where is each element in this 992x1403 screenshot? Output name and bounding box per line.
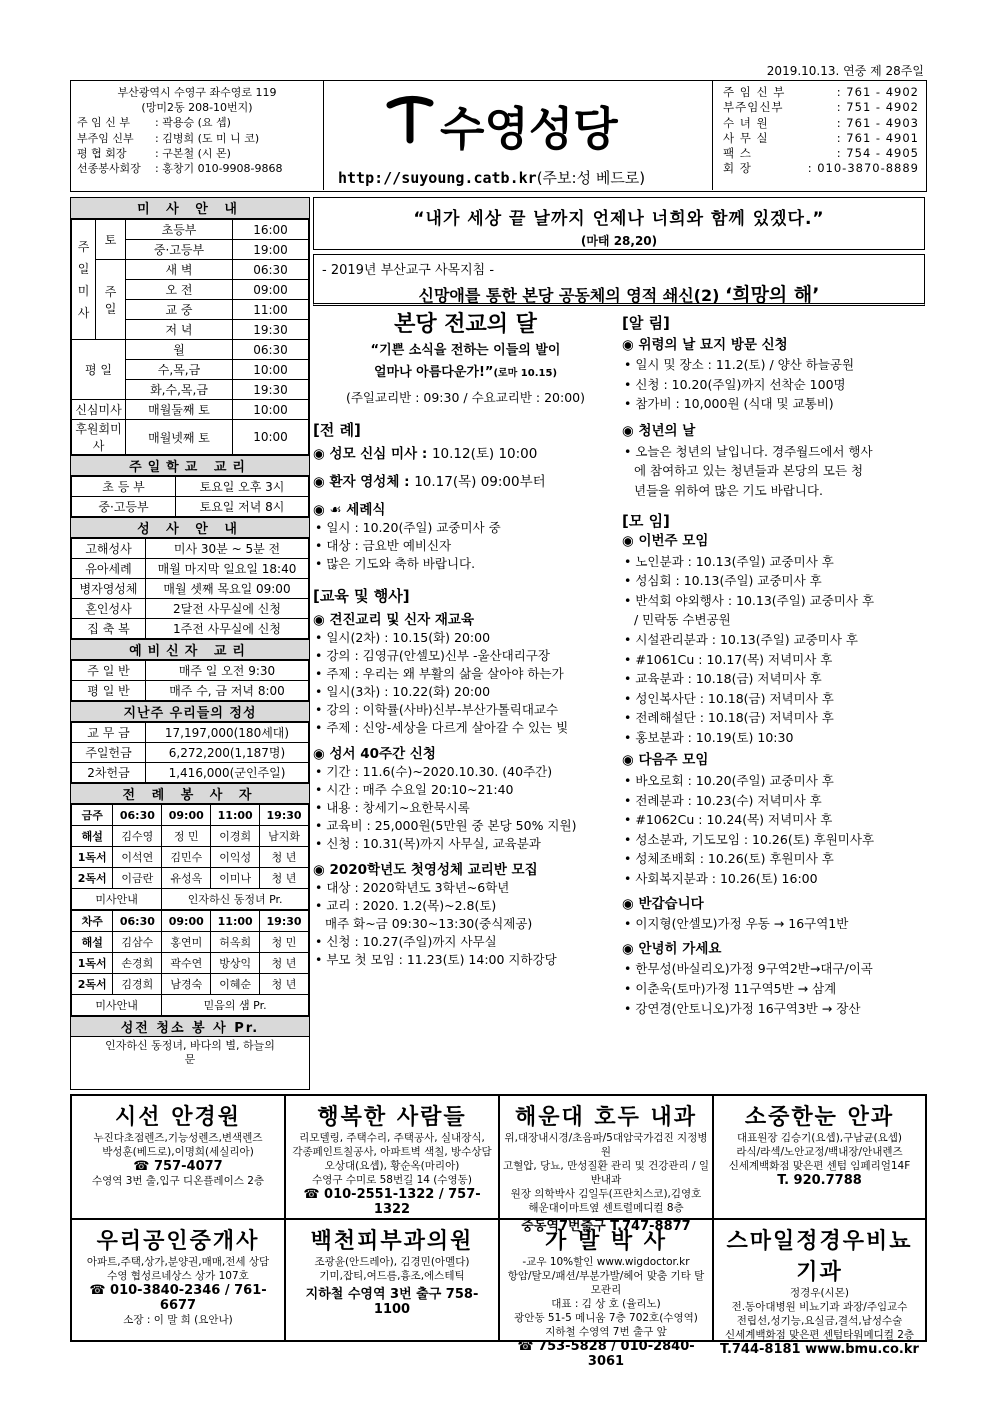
section-head: [모 임] xyxy=(622,512,670,531)
table-label: 혼인성사 xyxy=(72,599,146,619)
server-role: 해설 xyxy=(72,932,113,953)
server-head: 09:00 xyxy=(162,911,211,932)
ad-line: 위,대장내시경/초음파/5대암국가검진 지정병원 xyxy=(504,1132,708,1158)
contact-row xyxy=(723,85,919,100)
meeting-line: • 교육분과 : 10.18(금) 저녁미사 후 xyxy=(624,671,822,687)
server-name: 이경희 xyxy=(211,826,260,847)
mass-name: 신심미사 xyxy=(72,400,126,420)
confirm-line: • 일시(2차) : 10.15(화) 20:00 xyxy=(315,630,491,645)
meeting-line: • 전례해설단 : 10.18(금) 저녁미사 후 xyxy=(624,710,834,726)
server-name: 정 민 xyxy=(162,826,211,847)
table-label: 초 등 부 xyxy=(72,477,176,497)
communion-line: • 대상 : 2020학년도 3학년~6학년 xyxy=(315,880,510,895)
bible-line: • 내용 : 창세기~요한묵시록 xyxy=(315,800,470,815)
meeting-line: • #1061Cu : 10.17(목) 저녁미사 후 xyxy=(624,651,833,667)
ad-line: 리모델링, 주택수리, 주택공사, 실내장식, xyxy=(299,1132,485,1144)
table-label: 유아세례 xyxy=(72,559,146,579)
mass-name: 교 중 xyxy=(126,300,233,320)
ad-title: 행복한 사람들 xyxy=(317,1105,467,1130)
table-value: 토요일 저녁 8시 xyxy=(176,497,309,517)
table-value: 토요일 오후 3시 xyxy=(176,477,309,497)
staff-name: : 김병희 (도 미 니 코) xyxy=(155,131,260,145)
ad-line: 전립선,성기능,요실금,결석,남성수술 xyxy=(736,1315,903,1327)
mass-time: 06:30 xyxy=(233,260,309,280)
server-head: 차주 xyxy=(72,911,113,932)
bible-line: • 신청 : 10.31(목)까지 사무실, 교육분과 xyxy=(315,836,541,851)
ad-line: 지하철 수영역 3번 출구 758-1100 xyxy=(305,1287,479,1317)
ad-box xyxy=(499,1219,713,1369)
baptism-line: • 많은 기도와 축하 바랍니다. xyxy=(315,556,476,571)
communion-list xyxy=(313,879,618,969)
server-name: 김수영 xyxy=(113,826,162,847)
sunday-school-title: 주일학교 교리 xyxy=(71,455,309,476)
ad-line: 지하철 수영역 7번 출구 앞 xyxy=(545,1326,667,1338)
communion-line: 매주 화~금 09:30~13:30(중식제공) xyxy=(325,916,533,931)
table-label: 고해성사 xyxy=(72,539,146,559)
youth-line: • 오늘은 청년의 날입니다. 경주월드에서 행사 xyxy=(624,443,873,459)
server-name: 홍연미 xyxy=(162,932,211,953)
sun-label: 주일 xyxy=(96,260,126,340)
catechumen-title: 예비신자 교리 xyxy=(71,639,309,660)
contact-row xyxy=(723,116,919,131)
event-item: ◉ 견진교리 및 신자 재교육 xyxy=(313,612,474,628)
mission-verse: “기쁜 소식을 전하는 이들의 발이 xyxy=(370,343,561,358)
table-value: 6,272,200(1,187명) xyxy=(146,743,309,763)
contact-label: 부주임신부 xyxy=(723,100,784,115)
notice-item: ◉ 위령의 날 묘지 방문 신청 xyxy=(622,336,788,353)
parish-info xyxy=(71,81,323,190)
confirm-line: • 주제 : 신앙-세상을 다르게 살아갈 수 있는 빛 xyxy=(315,720,569,735)
ad-box xyxy=(499,1095,713,1234)
staff-role: 부주임 신부 xyxy=(77,131,134,145)
mission-verse: 얼마나 아름다운가!”(로마 10.15) xyxy=(373,365,558,380)
ad-line: 원장 의학박사 김일두(프란치스코),김영호 xyxy=(510,1188,702,1200)
ad-line: ☎ 753-5828 / 010-2840-3061 xyxy=(517,1339,695,1369)
ad-line: 중동역7번출구 T.747-8877 xyxy=(521,1219,691,1234)
contact-row xyxy=(723,161,919,176)
patron-text: (주보:성 베드로) xyxy=(536,169,646,187)
mass-name: 월 xyxy=(126,340,233,360)
cleaning-title: 성전 청소 봉 사 Pr. xyxy=(71,1016,309,1037)
mass-time: 10:00 xyxy=(233,420,309,455)
server-head: 금주 xyxy=(72,805,113,826)
server-name: 김경희 xyxy=(113,974,162,995)
ad-line: 대표원장 김승기(요셉),구남균(요셉) xyxy=(736,1132,903,1144)
mass-time: 10:00 xyxy=(233,360,309,380)
mass-name: 초등부 xyxy=(126,220,233,240)
contact-list xyxy=(715,81,927,190)
contact-label: 수 녀 원 xyxy=(723,115,769,130)
news-column-left xyxy=(313,312,618,969)
meeting-item: ◉ 다음주 모임 xyxy=(622,752,709,769)
mass-name: 새 벽 xyxy=(126,260,233,280)
staff-row xyxy=(77,161,317,176)
server-name: 이혜순 xyxy=(211,974,260,995)
meeting-item: ◉ 반갑습니다 xyxy=(622,895,704,912)
table-label: 주 일 반 xyxy=(72,661,146,681)
server-name: 유성옥 xyxy=(162,868,211,889)
ad-box xyxy=(713,1219,926,1357)
news-column-right xyxy=(622,314,927,1018)
mass-time: 19:30 xyxy=(233,320,309,340)
server-name: 인자하신 동정녀 Pr. xyxy=(162,889,309,910)
meeting-line: • 한무성(바실리오)가정 9구역2반→대구/이곡 xyxy=(624,961,873,977)
mass-time: 06:30 xyxy=(233,340,309,360)
mass-time: 19:30 xyxy=(233,380,309,400)
ad-title: 가 발 박 사 xyxy=(545,1229,667,1254)
servers-next-week xyxy=(71,910,309,1016)
mass-time: 09:00 xyxy=(233,280,309,300)
liturgy-item: ◉ 성모 신심 미사 : 10.12(토) 10:00 xyxy=(313,446,538,462)
ad-line: 소장 : 이 말 희 (요안나) xyxy=(123,1314,233,1326)
server-name: 김삼수 xyxy=(113,932,162,953)
ad-line: 각종페인트칠공사, 아파트벽 색칠, 방수상담 xyxy=(292,1146,492,1158)
server-name: 청 년 xyxy=(260,953,309,974)
server-head: 11:00 xyxy=(211,805,260,826)
meeting-line: • 성체조배회 : 10.26(토) 후원미사 후 xyxy=(624,851,834,867)
contact-label: 팩 스 xyxy=(723,146,752,161)
ad-title: 스마일정경우비뇨기과 xyxy=(726,1229,913,1285)
table-value: 1주전 사무실에 신청 xyxy=(146,619,309,639)
bulletin-date: 2019.10.13. 연중 제 28주일 xyxy=(766,64,924,78)
meeting-line: • 시설관리분과 : 10.13(주일) 교중미사 후 xyxy=(624,631,858,647)
sacraments-table xyxy=(71,538,309,639)
ad-title: 소중한눈 안과 xyxy=(744,1105,895,1130)
bible-line: • 시간 : 매주 수요일 20:10~21:40 xyxy=(315,782,514,797)
server-name: 허옥희 xyxy=(211,932,260,953)
liturgy-item: ◉ 환자 영성체 : 10.17(목) 09:00부터 xyxy=(313,474,546,490)
server-head: 06:30 xyxy=(113,911,162,932)
confirm-line: • 강의 : 김영규(안셀모)신부 -울산대리구장 xyxy=(315,648,550,663)
pastoral-motto xyxy=(313,254,925,306)
motto-highlight: ‘희망의 해’ xyxy=(725,284,820,306)
mission-note: (주일교리반 : 09:30 / 수요교리반 : 20:00) xyxy=(345,390,586,405)
url-text[interactable]: http://suyoung.catb.kr xyxy=(338,169,537,187)
cemetery-line: • 일시 및 장소 : 11.2(토) / 양산 하늘공원 xyxy=(624,357,855,373)
address-line: 부산광역시 수영구 좌수영로 119 xyxy=(117,86,277,99)
offering-table xyxy=(71,722,309,783)
ad-line: 신세계백화점 맞은편 센텀 임페리얼14F xyxy=(728,1160,911,1172)
staff-role: 평 협 회장 xyxy=(77,146,127,160)
confirm-line: • 강의 : 이학률(사바)신부-부산가톨릭대교수 xyxy=(315,702,559,717)
table-label: 평 일 반 xyxy=(72,681,146,701)
offering-title: 지난주 우리들의 정성 xyxy=(71,701,309,722)
meeting-line: • 이지형(안셀모)가정 우동 → 16구역1반 xyxy=(624,916,849,932)
ad-line: 고혈압, 당뇨, 만성질환 관리 및 건강관리 / 일반내과 xyxy=(503,1160,710,1186)
mass-when: 매월둘째 토 xyxy=(126,400,233,420)
staff-name: : 곽용승 (요 셉) xyxy=(155,116,231,130)
contact-value: : 761 - 4903 xyxy=(836,115,919,130)
contact-label: 주 임 신 부 xyxy=(723,85,786,99)
parish-url[interactable] xyxy=(338,167,645,188)
cemetery-line: • 신청 : 10.20(주일)까지 선착순 100명 xyxy=(624,376,846,392)
baptism-line: • 대상 : 금요반 예비신자 xyxy=(315,538,452,553)
meeting-line: • 성심회 : 10.13(주일) 교중미사 후 xyxy=(624,573,822,589)
ad-title: 백천피부과의원 xyxy=(310,1229,474,1254)
contact-row xyxy=(723,131,919,146)
staff-row xyxy=(77,131,317,146)
table-label: 중·고등부 xyxy=(72,497,176,517)
bible-list xyxy=(313,763,618,853)
mass-time: 19:00 xyxy=(233,240,309,260)
ad-line: 누진다초점렌즈,기능성렌즈,변색렌즈 xyxy=(93,1132,263,1144)
meeting-line: • 전례분과 : 10.23(수) 저녁미사 후 xyxy=(624,792,822,808)
server-name: 남경숙 xyxy=(162,974,211,995)
meeting-line: • 성인복사단 : 10.18(금) 저녁미사 후 xyxy=(624,690,834,706)
ad-line: 박성훈(베드로),이명희(세실리아) xyxy=(102,1146,254,1158)
gospel-quote xyxy=(313,197,925,250)
mass-time: 11:00 xyxy=(233,300,309,320)
masthead xyxy=(70,80,927,192)
sat-label: 토 xyxy=(96,220,126,260)
server-name: 청 년 xyxy=(260,974,309,995)
sacraments-title: 성 사 안 내 xyxy=(71,517,309,538)
server-name: 손경희 xyxy=(113,953,162,974)
server-head: 19:30 xyxy=(260,911,309,932)
server-name: 곽수연 xyxy=(162,953,211,974)
server-name: 이익성 xyxy=(211,847,260,868)
staff-role: 주 임 신 부 xyxy=(77,116,130,130)
server-role: 2독서 xyxy=(72,974,113,995)
notice-item: ◉ 청년의 날 xyxy=(622,422,696,439)
ad-box xyxy=(285,1219,499,1341)
staff-row xyxy=(77,146,317,161)
ad-line: 오상대(요셉), 황순옥(마리아) xyxy=(324,1160,460,1172)
ad-line: -교우 10%할인 www.wigdoctor.kr xyxy=(522,1256,690,1268)
motto-main xyxy=(314,280,924,307)
mission-title: 본당 전교의 달 xyxy=(394,312,537,337)
table-label: 교 무 금 xyxy=(72,723,146,743)
ad-title: 시선 안경원 xyxy=(115,1105,241,1130)
server-name: 이미나 xyxy=(211,868,260,889)
confirm-list xyxy=(313,629,618,737)
staff-list xyxy=(77,115,317,176)
quote-ref: (마태 28,20) xyxy=(580,234,658,248)
table-label: 2차헌금 xyxy=(72,763,146,783)
ad-line: ☎ 010-2551-1322 / 757-1322 xyxy=(303,1187,481,1217)
table-value: 2달전 사무실에 신청 xyxy=(146,599,309,619)
mass-name: 저 녁 xyxy=(126,320,233,340)
contact-label: 사 무 실 xyxy=(723,130,769,145)
motto-text: 신망애를 통한 본당 공동체의 영적 쇄신(2) xyxy=(418,286,720,305)
meeting-line: • 노인분과 : 10.13(주일) 교중미사 후 xyxy=(624,553,834,569)
contact-value: : 761 - 4901 xyxy=(836,130,919,145)
ad-line: 조광윤(안드레아), 김경민(아멜다) xyxy=(314,1256,470,1268)
youth-line: 에 참여하고 있는 청년들과 본당의 모든 청 xyxy=(634,463,864,479)
ad-line: 해운대이마트옆 센트럴메디컬 8층 xyxy=(528,1202,684,1214)
farewell-list xyxy=(622,959,927,1018)
staff-name: : 구본철 (시 몬) xyxy=(155,146,231,160)
table-value: 매주 일 오전 9:30 xyxy=(146,661,309,681)
ad-line: 항암/탈모/패션/부분가발/헤어 맞춤 기타 탈모관리 xyxy=(507,1270,705,1296)
table-value: 매월 마지막 일요일 18:40 xyxy=(146,559,309,579)
ad-line: 광안동 51-5 메니움 7층 702호(수영역) xyxy=(514,1312,698,1324)
baptism-line: • 일시 : 10.20(주일) 교중미사 중 xyxy=(315,520,501,535)
mass-name: 후원회미사 xyxy=(72,420,126,455)
meeting-line: • #1062Cu : 10.24(목) 저녁미사 후 xyxy=(624,812,833,828)
meeting-line: • 사회복지분과 : 10.26(토) 16:00 xyxy=(624,871,818,887)
meeting-item: ◉ 안녕히 가세요 xyxy=(622,940,722,957)
bible-line: • 기간 : 11.6(수)~2020.10.30. (40주간) xyxy=(315,764,553,779)
communion-line: • 부모 첫 모임 : 11.23(토) 14:00 지하강당 xyxy=(315,952,557,967)
server-head: 19:30 xyxy=(260,805,309,826)
server-role: 미사안내 xyxy=(72,995,162,1016)
contact-value: : 751 - 4902 xyxy=(836,100,919,115)
meeting-line: / 민락동 수변공원 xyxy=(634,612,731,628)
welcome-list xyxy=(622,914,927,934)
server-role: 1독서 xyxy=(72,847,113,868)
server-name: 남지화 xyxy=(260,826,309,847)
table-value: 매주 수, 금 저녁 8:00 xyxy=(146,681,309,701)
staff-row xyxy=(77,115,317,130)
liturgy-item: ◉ ☙ 세례식 xyxy=(313,502,386,518)
confirm-line: • 일시(3차) : 10.22(화) 20:00 xyxy=(315,684,491,699)
ad-box xyxy=(71,1095,285,1219)
catechumen-table xyxy=(71,660,309,701)
meeting-line: • 성소분과, 기도모임 : 10.26(토) 후원미사후 xyxy=(624,831,875,847)
sunday-group: 주일미사 xyxy=(72,220,96,340)
server-head: 11:00 xyxy=(211,911,260,932)
advertisements xyxy=(70,1094,927,1369)
ad-line: 라식/라섹/노안교정/백내장/안내렌즈 xyxy=(736,1146,903,1158)
meeting-line: • 바오로회 : 10.20(주일) 교중미사 후 xyxy=(624,773,834,789)
table-value: 17,197,000(180세대) xyxy=(146,723,309,743)
table-label: 집 축 복 xyxy=(72,619,146,639)
server-name: 이석연 xyxy=(113,847,162,868)
server-name: 방상익 xyxy=(211,953,260,974)
server-role: 미사안내 xyxy=(72,889,162,910)
ad-line: 아파트,주택,상가,분양권,매매,전세 상담 xyxy=(86,1256,270,1268)
contact-value: : 754 - 4905 xyxy=(836,146,919,161)
ad-line: 전.동아대병원 비뇨기과 과장/주임교수 xyxy=(731,1301,908,1313)
motto-line: - 2019년 부산교구 사목지침 - xyxy=(322,263,495,278)
event-item: ◉ 성서 40주간 신청 xyxy=(313,746,436,762)
section-head: [교육 및 행사] xyxy=(313,587,410,605)
mass-table xyxy=(71,219,309,455)
meeting-line: • 홍보분과 : 10.19(토) 10:30 xyxy=(624,729,794,745)
contact-label: 회 장 xyxy=(723,161,752,176)
meeting-line: • 강연경(안토니오)가정 16구역3반 → 장산 xyxy=(624,1000,861,1016)
mass-name: 오 전 xyxy=(126,280,233,300)
staff-name: : 홍창기 010-9908-9868 xyxy=(155,162,283,176)
address-line: (망미2동 208-10번지) xyxy=(141,101,253,115)
schedule-column xyxy=(70,197,310,1090)
parish-logo xyxy=(350,85,690,165)
table-label: 주일헌금 xyxy=(72,743,146,763)
next-week-list xyxy=(622,771,927,889)
baptism-list xyxy=(313,519,618,573)
server-head: 09:00 xyxy=(162,805,211,826)
ad-line: 신세계백화점 맞은편 센텀타워메디컬 2층 xyxy=(724,1329,915,1341)
event-item: ◉ 2020학년도 첫영성체 교리반 모집 xyxy=(313,862,538,878)
cemetery-list xyxy=(622,355,927,414)
ad-line: T.744-8181 www.bmu.co.kr xyxy=(720,1342,919,1357)
server-name: 김민수 xyxy=(162,847,211,868)
mass-name: 중·고등부 xyxy=(126,240,233,260)
confirm-line: • 주제 : 우리는 왜 부활의 삶을 살아야 하는가 xyxy=(315,666,564,681)
ad-box xyxy=(713,1095,926,1219)
sunday-school-table xyxy=(71,476,309,517)
ad-line: 기미,잡티,여드름,흉조,에스테틱 xyxy=(319,1270,465,1282)
server-name: 이금란 xyxy=(113,868,162,889)
meeting-line: • 이춘욱(토마)가정 11구역5반 → 삼계 xyxy=(624,981,837,996)
mass-title: 미 사 안 내 xyxy=(71,198,309,219)
server-name: 청 년 xyxy=(260,868,309,889)
servers-this-week xyxy=(71,804,309,910)
meeting-item: ◉ 이번주 모임 xyxy=(622,532,709,549)
mass-time: 10:00 xyxy=(233,400,309,420)
mass-name: 수,목,금 xyxy=(126,360,233,380)
ad-line: 대표 : 김 상 호 (율리노) xyxy=(551,1298,661,1310)
cleaning-text: 인자하신 동정녀, 바다의 별, 하늘의 문 xyxy=(105,1039,275,1066)
contact-row xyxy=(723,100,919,115)
title-block xyxy=(323,81,713,190)
meeting-line: • 반석회 야외행사 : 10.13(주일) 교중미사 후 xyxy=(624,592,875,608)
staff-role: 선종봉사회장 xyxy=(77,162,141,176)
ad-line: 수영 협성르네상스 상가 107호 xyxy=(107,1270,249,1282)
ad-line: T. 920.7788 xyxy=(777,1173,862,1188)
quote-text: “내가 세상 끝 날까지 언제나 너희와 함께 있겠다.” xyxy=(413,209,825,229)
weekday-label: 평 일 xyxy=(72,340,126,400)
table-value: 1,416,000(군인주일) xyxy=(146,763,309,783)
youth-line: 년들을 위하여 많은 기도 바랍니다. xyxy=(634,482,823,498)
ad-line: 수영구 수미로 58번길 14 (수영동) xyxy=(312,1174,472,1186)
ad-box xyxy=(71,1219,285,1341)
server-role: 2독서 xyxy=(72,868,113,889)
servers-title: 전 례 봉 사 자 xyxy=(71,783,309,804)
youth-list xyxy=(622,442,927,501)
server-head: 06:30 xyxy=(113,805,162,826)
cemetery-line: • 참가비 : 10,000원 (식대 및 교통비) xyxy=(624,396,834,412)
server-name: 청 민 xyxy=(260,932,309,953)
ad-line: ☎ 757-4077 xyxy=(133,1159,223,1174)
ad-line: 정경우(시몬) xyxy=(790,1287,849,1299)
server-name: 믿음의 샘 Pr. xyxy=(162,995,309,1016)
ad-box xyxy=(285,1095,499,1219)
server-role: 1독서 xyxy=(72,953,113,974)
mass-time: 16:00 xyxy=(233,220,309,240)
table-label: 병자영성체 xyxy=(72,579,146,599)
parish-title: 수영성당 xyxy=(440,102,618,156)
contact-value: : 761 - 4902 xyxy=(836,85,919,99)
server-role: 해설 xyxy=(72,826,113,847)
section-head: [알 림] xyxy=(622,314,670,332)
server-name: 청 년 xyxy=(260,847,309,868)
contact-value: : 010-3870-8889 xyxy=(807,161,919,176)
communion-line: • 신청 : 10.27(주일)까지 사무실 xyxy=(315,934,497,949)
communion-line: • 교리 : 2020. 1.2(목)~2.8(토) xyxy=(315,898,497,913)
this-week-list xyxy=(622,552,927,748)
mass-when: 매월넷째 토 xyxy=(126,420,233,455)
section-head: [전 례] xyxy=(313,421,361,439)
contact-row xyxy=(723,146,919,161)
mass-name: 화,수,목,금 xyxy=(126,380,233,400)
ad-title: 우리공인중개사 xyxy=(96,1229,260,1254)
ad-title: 해운대 호두 내과 xyxy=(514,1105,698,1130)
ad-line: ☎ 010-3840-2346 / 761-6677 xyxy=(89,1283,267,1313)
table-value: 매월 셋째 목요일 09:00 xyxy=(146,579,309,599)
bible-line: • 교육비 : 25,000원(5만원 중 본당 50% 지원) xyxy=(315,818,577,833)
table-value: 미사 30분 ~ 5분 전 xyxy=(146,539,309,559)
ad-line: 수영역 3번 출,입구 디온플레이스 2층 xyxy=(91,1175,265,1187)
